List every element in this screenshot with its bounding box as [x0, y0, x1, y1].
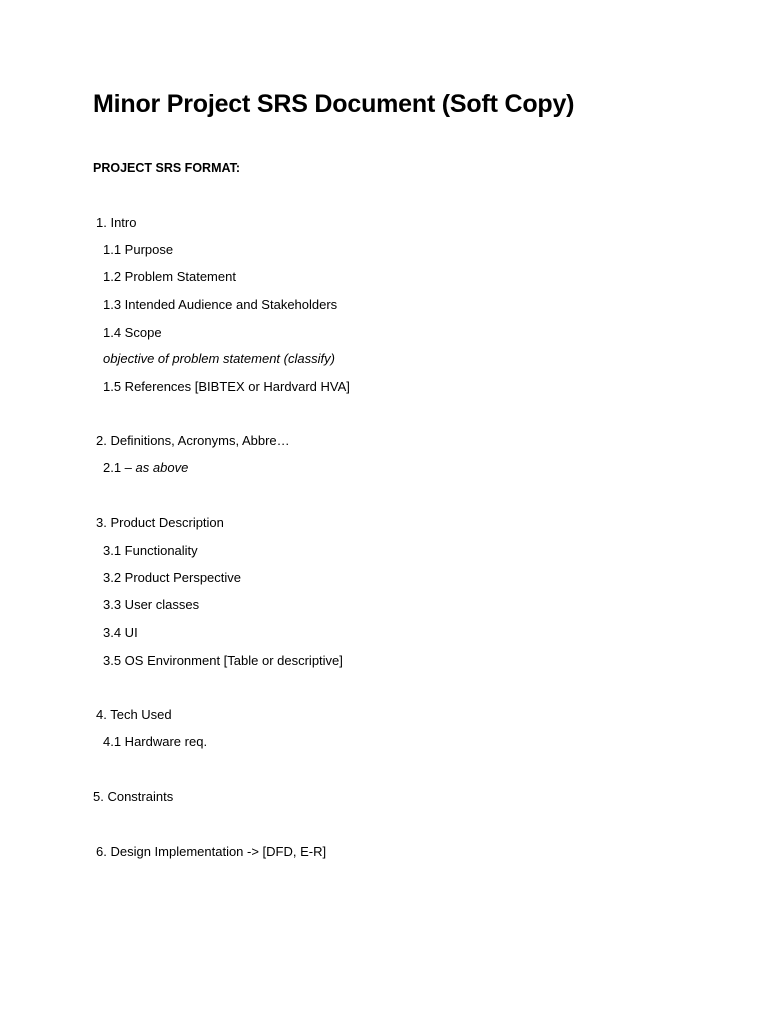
item-italic-text: as above	[135, 460, 189, 475]
section-design-heading: 6. Design Implementation -> [DFD, E-R]	[96, 844, 327, 859]
list-item: 3.4 UI	[103, 625, 138, 640]
list-item: 3.3 User classes	[103, 597, 200, 612]
format-heading: PROJECT SRS FORMAT:	[93, 161, 240, 175]
list-item: 1.2 Problem Statement	[103, 269, 236, 284]
section-product-heading: 3. Product Description	[96, 515, 224, 530]
list-item: 3.2 Product Perspective	[103, 570, 242, 585]
list-item: 1.5 References [BIBTEX or Hardvard HVA]	[103, 379, 350, 394]
list-item: 3.1 Functionality	[103, 543, 198, 558]
list-item: 3.5 OS Environment [Table or descriptive]	[103, 653, 343, 668]
scope-note: objective of problem statement (classify)	[103, 351, 335, 366]
section-constraints-heading: 5. Constraints	[93, 789, 174, 804]
item-prefix: 2.1 –	[103, 460, 136, 475]
list-item: 1.1 Purpose	[103, 242, 174, 257]
section-intro-heading: 1. Intro	[96, 215, 137, 230]
list-item	[103, 459, 188, 477]
list-item: 4.1 Hardware req.	[103, 734, 208, 749]
list-item: 1.4 Scope	[103, 325, 162, 340]
list-item: 1.3 Intended Audience and Stakeholders	[103, 297, 338, 312]
document-title: Minor Project SRS Document (Soft Copy)	[93, 90, 575, 118]
section-definitions-heading: 2. Definitions, Acronyms, Abbre…	[96, 433, 290, 448]
section-tech-heading: 4. Tech Used	[96, 707, 172, 722]
